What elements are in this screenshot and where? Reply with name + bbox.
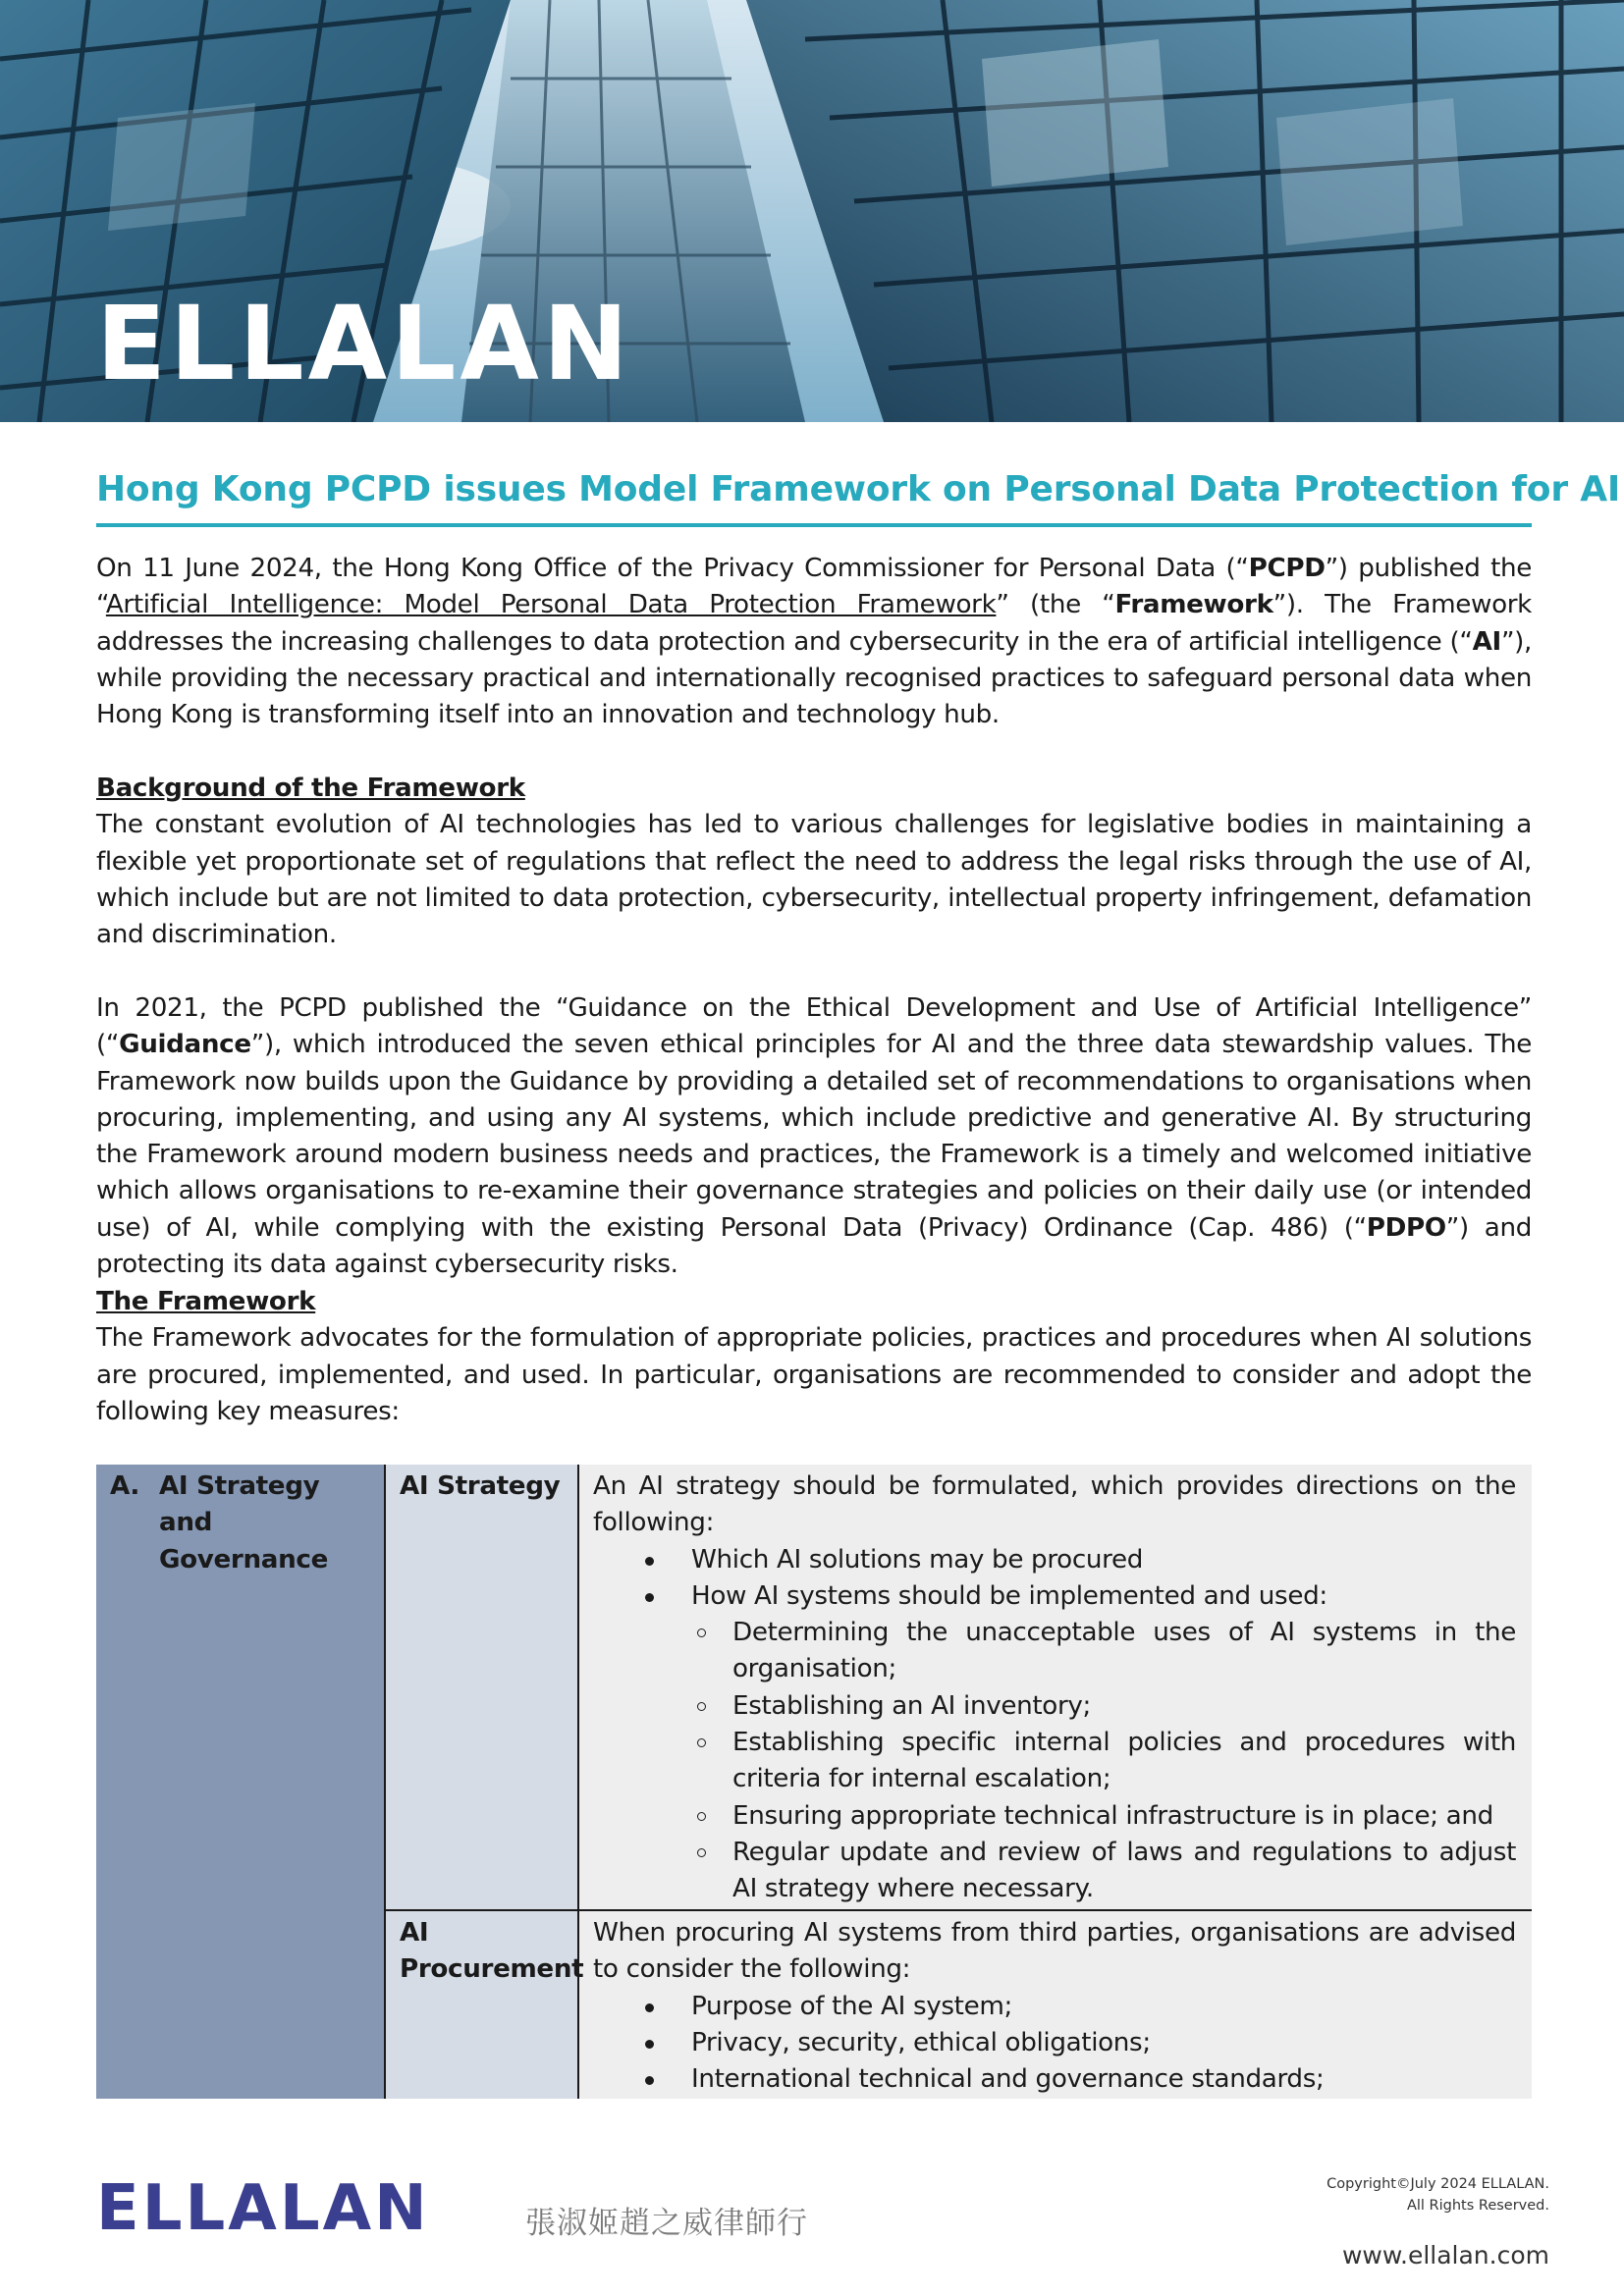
sub-list-item: Regular update and review of laws and regulations to adjust AI strategy where necessary. [691, 1835, 1516, 1908]
footer-logo: ELLALAN [96, 2172, 430, 2245]
list-item: International technical and governance standards; [593, 2061, 1516, 2098]
table-row-content [578, 1910, 1532, 2099]
copyright-notice: Copyright©July 2024 ELLALAN. All Rights Reserved. [1326, 2176, 1549, 2214]
list-item: Purpose of the AI system; [593, 1989, 1516, 2025]
firm-chinese-name: 張淑姬趙之威律師行 [525, 2206, 808, 2241]
sub-list-item: Establishing specific internal policies and procedures with criteria for internal escalation; [691, 1725, 1516, 1798]
section-letter: A. [110, 1471, 140, 1501]
table-row-content [578, 1465, 1532, 1910]
table-row-label: AI Strategy [385, 1465, 578, 1910]
intro-paragraph: On 11 June 2024, the Hong Kong Office of the Privacy Commissioner for Personal Data (“PCPD”) published the “Artificial Intelligence: Model Personal Data Protection Framework” (the “Framework”). The Framework addresses the increasing challenges to data protection and cybersecurity in the era of artificial intelligence (“AI”), while providing the necessary practical and internationally recognised practices to safeguard personal data when Hong Kong is transforming itself into an innovation and technology hub. [96, 554, 1532, 730]
background-paragraph-1: The constant evolution of AI technologies has led to various challenges for legislative bodies in maintaining a flexible yet proportionate set of regulations that reflect the need to address the legal risks through the use of AI, which include but are not limited to data protection, cybersecurity, intellectual property infringement, defamation and discrimination. [96, 810, 1532, 950]
sub-list-item: Ensuring appropriate technical infrastructure is in place; and [691, 1798, 1516, 1835]
banner-logo: ELLALAN [96, 284, 632, 403]
page-title: Hong Kong PCPD issues Model Framework on Personal Data Protection for AI [96, 469, 1621, 509]
sub-list-item: Determining the unacceptable uses of AI systems in the organisation; [691, 1615, 1516, 1688]
table-row-label: AI Procurement [385, 1910, 578, 2099]
background-section [96, 771, 1532, 953]
framework-link[interactable]: Artificial Intelligence: Model Personal Data Protection Framework [105, 590, 997, 620]
title-divider [96, 523, 1532, 527]
framework-section [96, 1284, 1532, 1430]
list-item: Privacy, security, ethical obligations; [593, 2025, 1516, 2061]
section-title: AI Strategy and Governance [159, 1471, 328, 1575]
measures-table [96, 1465, 1532, 2099]
row-intro: When procuring AI systems from third parties, organisations are advised to consider the following: [593, 1918, 1516, 1985]
sub-list-item: Establishing an AI inventory; [691, 1688, 1516, 1725]
section-heading: Background of the Framework [96, 774, 525, 803]
header-banner [0, 0, 1624, 422]
list-item: Which AI solutions may be procured [593, 1542, 1516, 1578]
background-paragraph-2: In 2021, the PCPD published the “Guidance on the Ethical Development and Use of Artificial Intelligence” (“Guidance”), which introduced the seven ethical principles for AI and the three data stewardship values. The Framework now builds upon the Guidance by providing a detailed set of recommendations to organisations when procuring, implementing, and using any AI systems, which include predictive and generative AI. By structuring the Framework around modern business needs and practices, the Framework is a timely and welcomed initiative which allows organisations to re-examine their governance strategies and policies on their daily use (or intended use) of AI, while complying with the existing Personal Data (Privacy) Ordinance (Cap. 486) (“PDPO”) and protecting its data against cybersecurity risks. [96, 993, 1533, 1280]
section-heading: The Framework [96, 1287, 316, 1316]
framework-paragraph: The Framework advocates for the formulation of appropriate policies, practices and procedures when AI solutions are procured, implemented, and used. In particular, organisations are recommended to consider and adopt the following key measures: [96, 1323, 1532, 1426]
website-link[interactable]: www.ellalan.com [1341, 2241, 1549, 2269]
row-intro: An AI strategy should be formulated, which provides directions on the following: [593, 1471, 1516, 1538]
list-item: How AI systems should be implemented and used: Determining the unacceptable uses of AI systems in the organisation; Establishing an AI inventory; Establishing specific internal policies and procedures with criteria for internal escalation; Ensuring appropriate technical infrastructure is in place; and Regular update and review of laws and regulations to adjust AI strategy where necessary. [593, 1578, 1516, 1908]
table-section-cell [96, 1465, 385, 2099]
